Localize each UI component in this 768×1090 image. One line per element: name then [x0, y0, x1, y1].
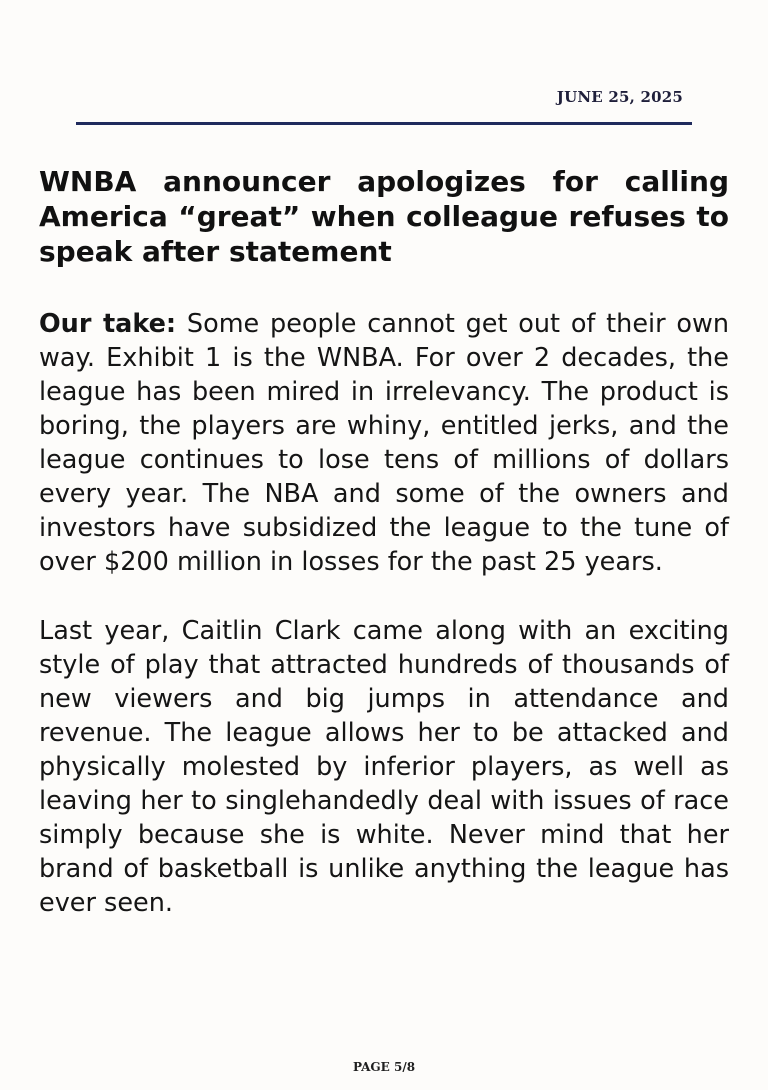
- our-take-label: Our take:: [39, 309, 177, 339]
- article-paragraph-2: Last year, Caitlin Clark came along with an exciting style of play that attracted hundreds of thousands of new viewers and big jumps in attendance and revenue. The league allows her to be attacked and physically molested by inferior players, as well as leaving her to singlehandedly deal with issues of race simply because she is white. Never mind that her brand of basketball is unlike anything the league has ever seen.: [39, 616, 729, 918]
- article-date: JUNE 25, 2025: [556, 88, 683, 106]
- article-paragraph-1: [39, 307, 729, 579]
- page-number: PAGE 5/8: [352, 1060, 416, 1074]
- header-divider: [76, 122, 692, 125]
- article-headline: WNBA announcer apologizes for calling America “great” when colleague refuses to speak after statement: [39, 165, 729, 268]
- article-body: [39, 164, 729, 920]
- paragraph-1-text: Some people cannot get out of their own way. Exhibit 1 is the WNBA. For over 2 decades, the league has been mired in irrelevancy. The product is boring, the players are whiny, entitled jerks, and the league continues to lose tens of millions of dollars every year. The NBA and some of the owners and investors have subsidized the league to the tune of over $200 million in losses for the past 25 years.: [39, 309, 730, 577]
